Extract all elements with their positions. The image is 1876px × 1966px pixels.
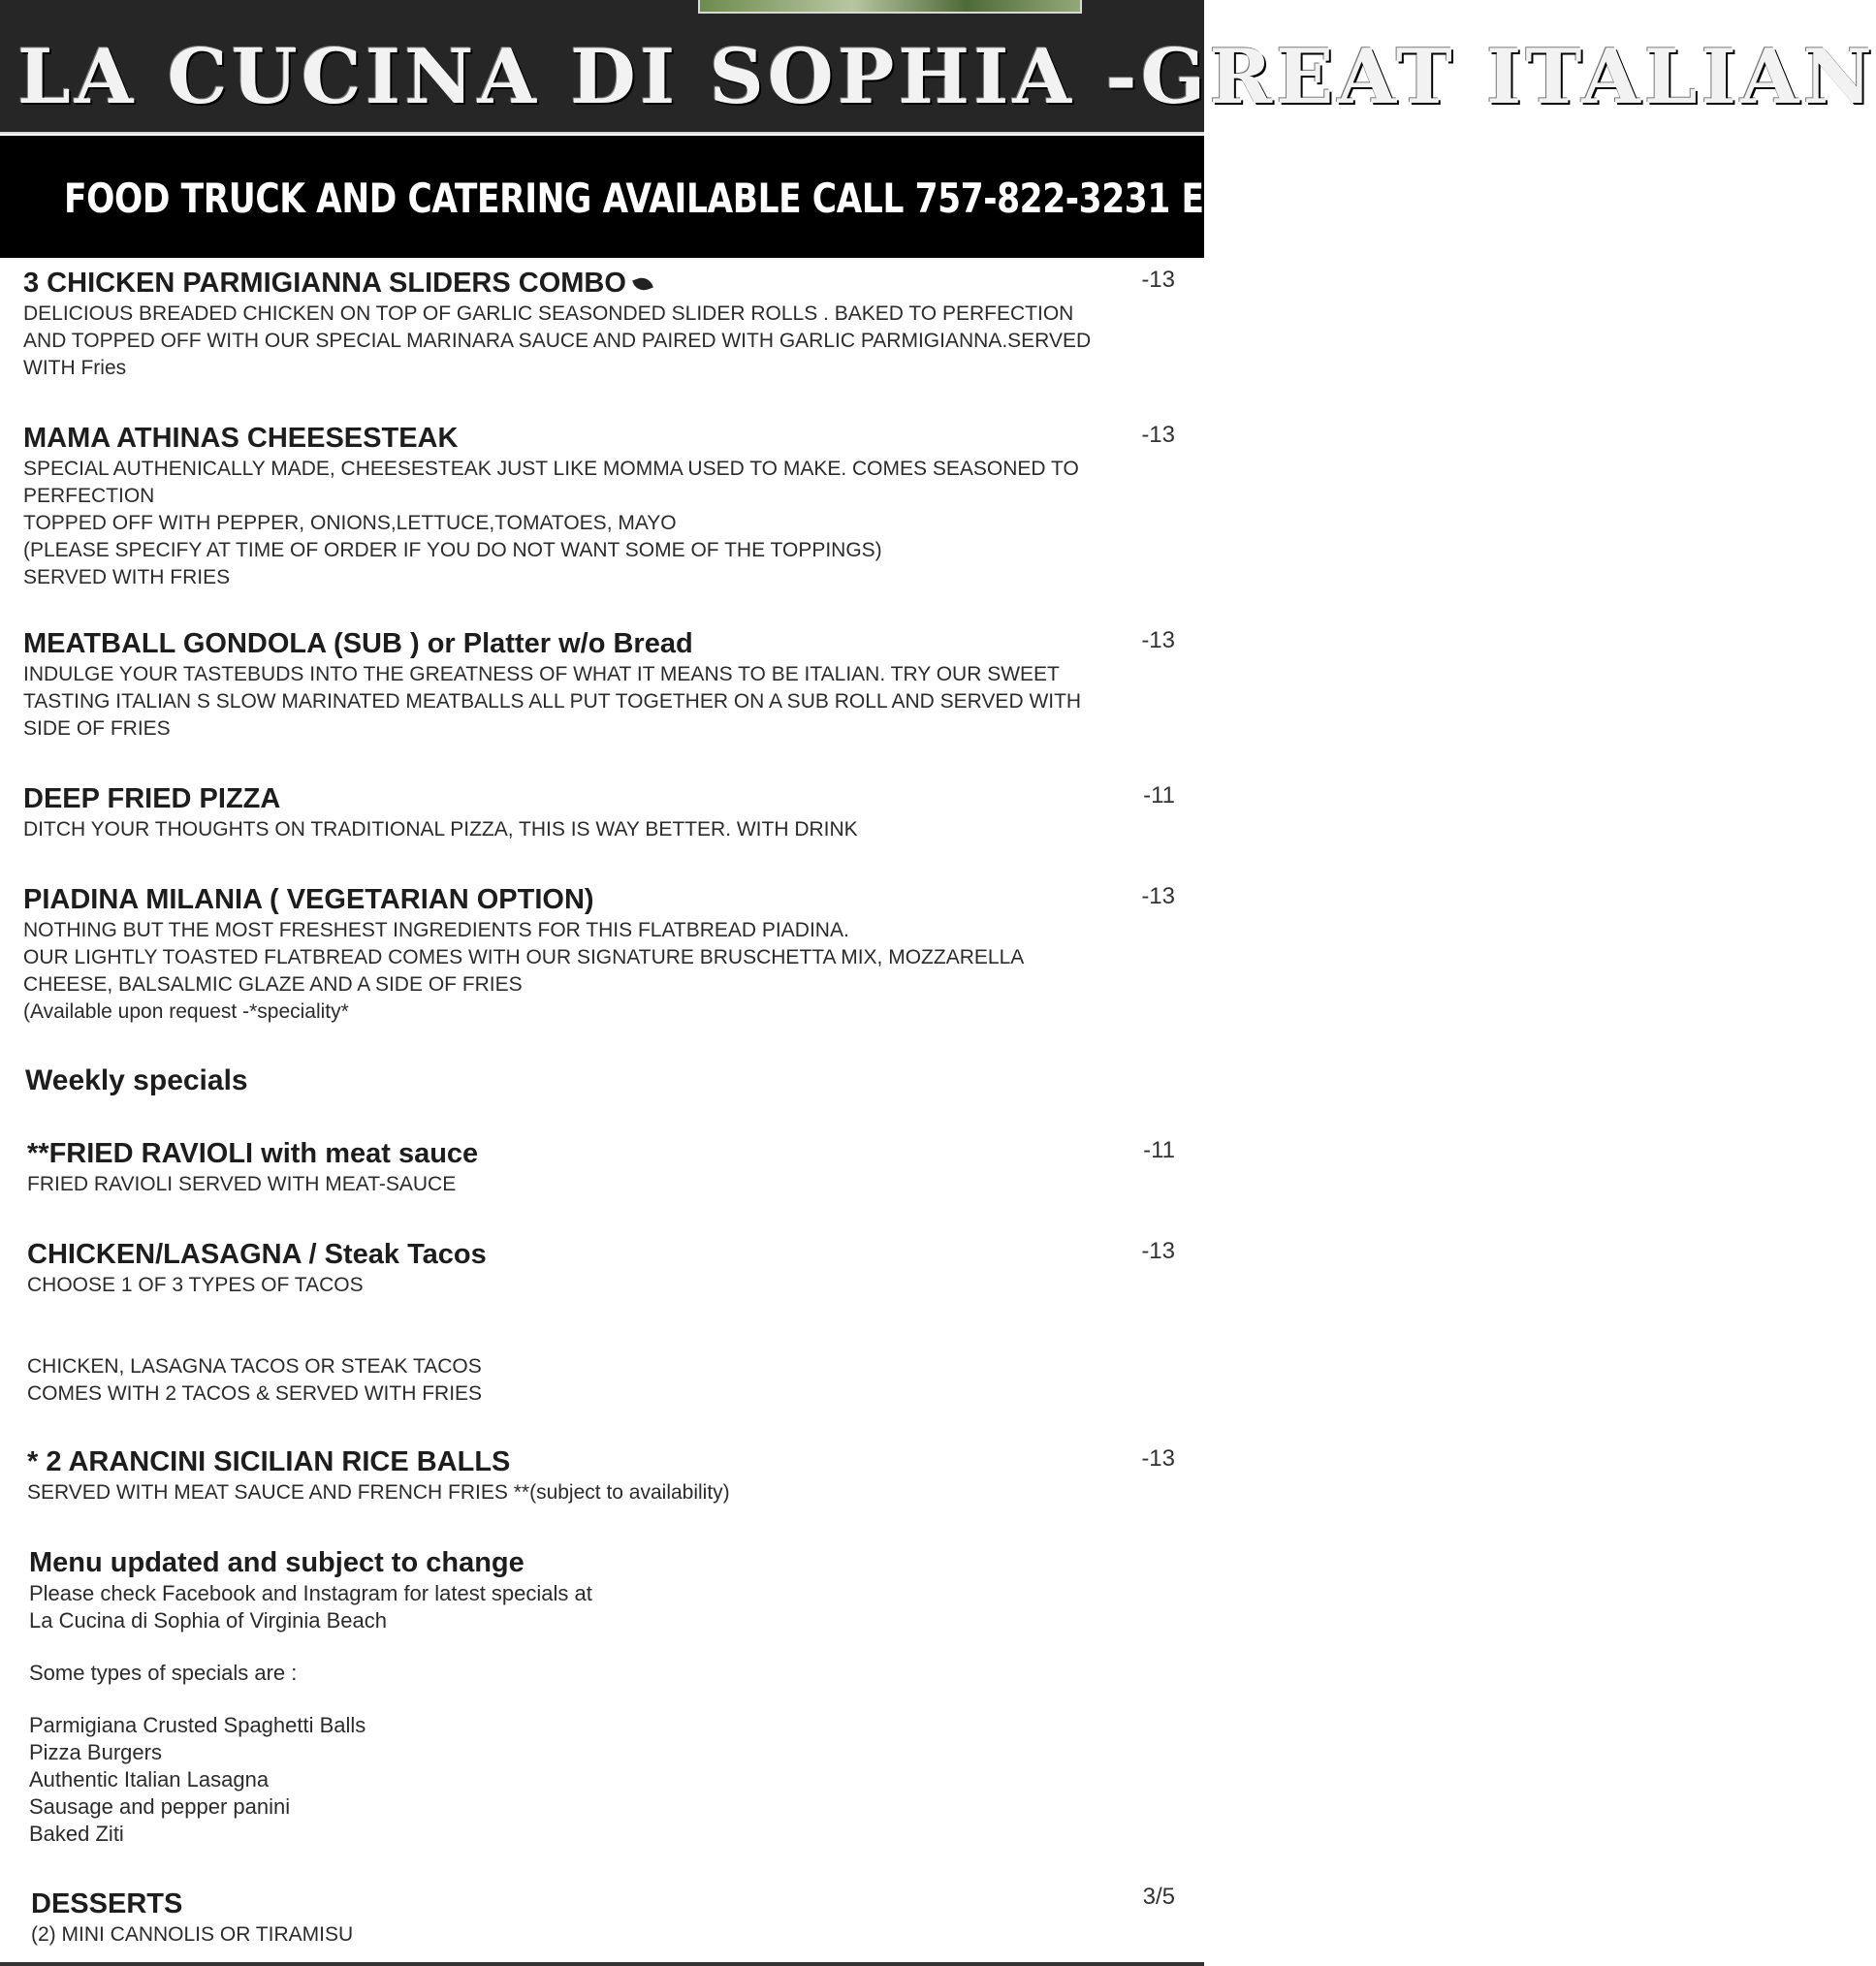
header-divider bbox=[0, 132, 1204, 134]
special-name: **FRIED RAVIOLI with meat sauce bbox=[27, 1138, 479, 1169]
menu-item bbox=[23, 421, 1119, 591]
special-description: CHOOSE 1 OF 3 TYPES OF TACOS CHICKEN, LASAGNA TACOS OR STEAK TACOS COMES WITH 2 TACOS & SERVED WITH FRIES bbox=[27, 1274, 483, 1405]
menu-item bbox=[23, 266, 1119, 382]
notice-heading: Menu updated and subject to change bbox=[29, 1547, 525, 1578]
contact-banner-text: FOOD TRUCK AND CATERING AVAILABLE CALL 757-822-3231 EMAIL: LACUCINADISOPHIA bbox=[64, 174, 1686, 222]
special-item bbox=[27, 1136, 1123, 1198]
menu-notice bbox=[29, 1545, 1125, 1848]
item-price: -13 bbox=[1141, 627, 1175, 653]
item-name: PIADINA MILANIA ( VEGETARIAN OPTION) bbox=[23, 884, 594, 915]
menu-item bbox=[23, 882, 1119, 1026]
special-price: -11 bbox=[1143, 1137, 1175, 1163]
item-description: SPECIAL AUTHENICALLY MADE, CHEESESTEAK JUST LIKE MOMMA USED TO MAKE. COMES SEASONED TO PERFECTION TOPPED OFF WITH PEPPER, ONIONS,LETTUCE,TOMATOES, MAYO (PLEASE SPECIFY AT TIME OF ORDER IF YOU DO NOT WANT SOME OF THE TOPPINGS) SERVED WITH FRIES bbox=[23, 458, 1079, 588]
desserts-price: 3/5 bbox=[1142, 1884, 1175, 1910]
list-item: Sausage and pepper panini bbox=[29, 1794, 291, 1819]
item-name: MEATBALL GONDOLA (SUB ) or Platter w/o Bread bbox=[23, 628, 693, 659]
weekly-specials-heading: Weekly specials bbox=[25, 1064, 248, 1096]
item-name: MAMA ATHINAS CHEESESTEAK bbox=[23, 423, 459, 454]
item-description: INDULGE YOUR TASTEBUDS INTO THE GREATNESS OF WHAT IT MEANS TO BE ITALIAN. TRY OUR SWEET TASTING ITALIAN S SLOW MARINATED MEATBALLS ALL PUT TOGETHER ON A SUB ROLL AND SERVED WITH SIDE OF FRIES bbox=[23, 663, 1082, 740]
item-price: -11 bbox=[1143, 782, 1175, 809]
desserts-name: DESSERTS bbox=[31, 1888, 183, 1919]
specials-types-list bbox=[29, 1712, 1125, 1848]
item-price: -13 bbox=[1141, 883, 1175, 909]
specials-types-label: Some types of specials are : bbox=[29, 1661, 298, 1685]
special-description: FRIED RAVIOLI SERVED WITH MEAT-SAUCE bbox=[27, 1173, 457, 1195]
item-price: -13 bbox=[1141, 267, 1175, 293]
item-description: DELICIOUS BREADED CHICKEN ON TOP OF GARLIC SEASONDED SLIDER ROLLS . BAKED TO PERFECTION AND TOPPED OFF WITH OUR SPECIAL MARINARA SAUCE AND PAIRED WITH GARLIC PARMIGIANNA.SERVED WITH Fries bbox=[23, 302, 1092, 379]
item-description: NOTHING BUT THE MOST FRESHEST INGREDIENTS FOR THIS FLATBREAD PIADINA. OUR LIGHTLY TOASTED FLATBREAD COMES WITH OUR SIGNATURE BRUSCHETTA MIX, MOZZARELLA CHEESE, BALSALMIC GLAZE AND A SIDE OF FRIES (Available upon request -*speciality* bbox=[23, 919, 1025, 1023]
bottom-divider bbox=[0, 1962, 1204, 1966]
special-item bbox=[27, 1444, 1123, 1506]
list-item: Authentic Italian Lasagna bbox=[29, 1767, 270, 1792]
leaf-icon bbox=[632, 275, 653, 294]
list-item: Pizza Burgers bbox=[29, 1740, 162, 1764]
special-name: CHICKEN/LASAGNA / Steak Tacos bbox=[27, 1239, 487, 1270]
restaurant-title: LA CUCINA DI SOPHIA -GREAT ITALIAN bbox=[17, 33, 1876, 121]
header-photo bbox=[698, 0, 1082, 14]
list-item: Baked Ziti bbox=[29, 1822, 124, 1846]
notice-text: Please check Facebook and Instagram for latest specials at La Cucina di Sophia of Virginia Beach bbox=[29, 1581, 592, 1633]
contact-banner bbox=[0, 136, 1686, 258]
item-name: 3 CHICKEN PARMIGIANNA SLIDERS COMBO bbox=[23, 266, 1119, 301]
special-description: SERVED WITH MEAT SAUCE AND FRENCH FRIES **(subject to availability) bbox=[27, 1481, 730, 1504]
menu-item bbox=[23, 626, 1119, 743]
menu-item bbox=[23, 781, 1119, 843]
page-header bbox=[0, 0, 1876, 134]
special-price: -13 bbox=[1141, 1445, 1175, 1472]
item-name: DEEP FRIED PIZZA bbox=[23, 783, 281, 814]
desserts-item bbox=[31, 1887, 1127, 1949]
special-item bbox=[27, 1237, 1123, 1408]
list-item: Parmigiana Crusted Spaghetti Balls bbox=[29, 1713, 366, 1737]
desserts-description: (2) MINI CANNOLIS OR TIRAMISU bbox=[31, 1923, 354, 1946]
special-name: * 2 ARANCINI SICILIAN RICE BALLS bbox=[27, 1446, 511, 1477]
item-description: DITCH YOUR THOUGHTS ON TRADITIONAL PIZZA, THIS IS WAY BETTER. WITH DRINK bbox=[23, 818, 858, 840]
special-price: -13 bbox=[1141, 1238, 1175, 1264]
item-price: -13 bbox=[1141, 422, 1175, 448]
